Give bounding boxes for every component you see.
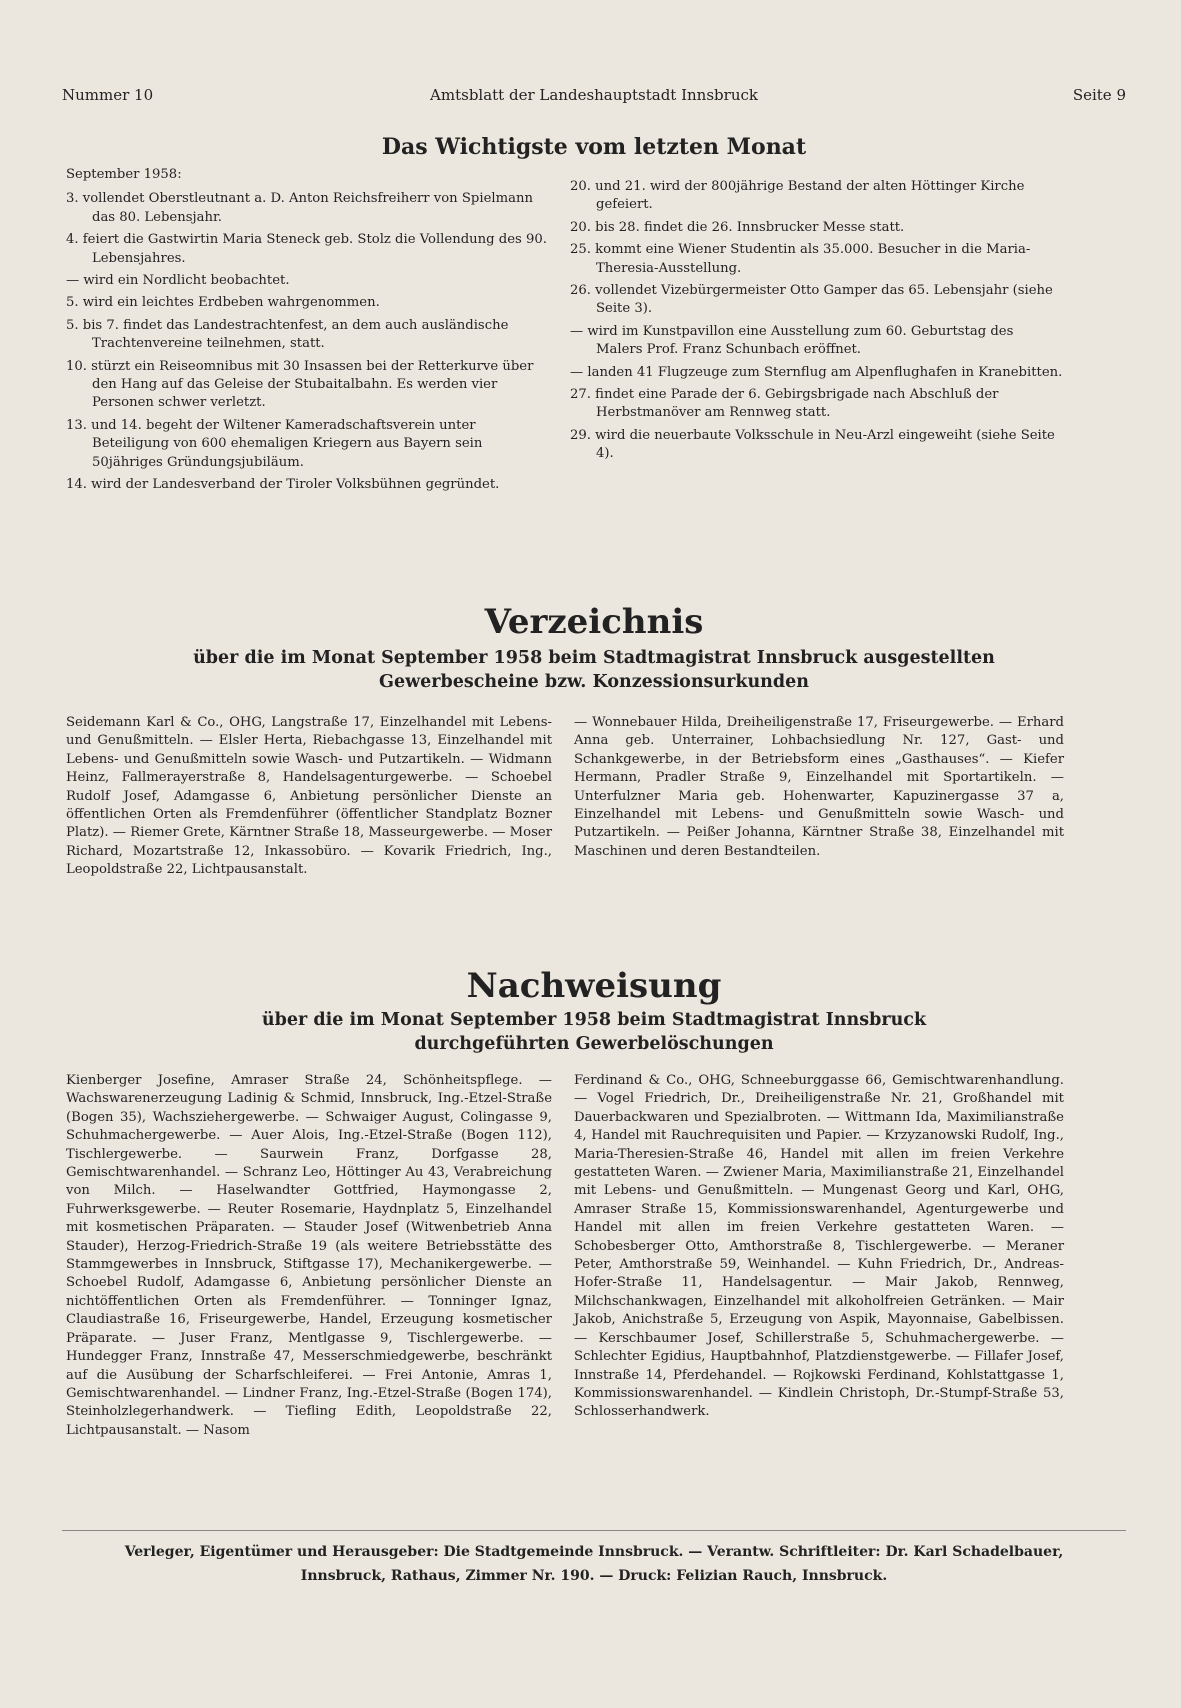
event-item: — wird ein Nordlicht beobachtet. <box>66 273 290 289</box>
nachweisung-left-column <box>66 1072 552 1440</box>
verzeichnis-right-text: — Wonnebauer Hilda, Dreiheiligenstraße 17, Friseurgewerbe. — Erhard Anna geb. Unterrainer, Lohbachsiedlung Nr. 127, Gast- und Schankgewerbe, in der Betriebsform eines „Gasthauses“. — Kiefer Hermann, Pradler Straße 9, Einzelhandel mit Sportartikeln. — Unterfulzner Maria geb. Hohenwarter, Kapuzinergasse 37 a, Einzelhandel mit Lebens- und Genußmitteln sowie Wasch- und Putzartikeln. — Peißer Johanna, Kärntner Straße 38, Einzelhandel mit Maschinen und deren Bestandteilen. <box>574 715 1064 859</box>
event-item: 5. wird ein leichtes Erdbeben wahrgenommen. <box>66 295 380 311</box>
verzeichnis-subtitle-line2: Gewerbescheine bzw. Konzessionsurkunden <box>379 672 809 692</box>
event-item: 13. und 14. begeht der Wiltener Kameradschaftsverein unter Beteiligung von 600 ehemaligen Kriegern aus Bayern sein 50jähriges Gründungsjubiläum. <box>66 417 483 470</box>
imprint-line1: Verleger, Eigentümer und Herausgeber: Die Stadtgemeinde Innsbruck. — Verantw. Schriftleiter: Dr. Karl Schadelbauer, <box>124 1544 1064 1560</box>
event-item: 20. bis 28. findet die 26. Innsbrucker Messe statt. <box>570 219 905 235</box>
nachweisung-subtitle-line2: durchgeführten Gewerbelöschungen <box>414 1034 774 1054</box>
event-item: 5. bis 7. findet das Landestrachtenfest, an dem auch ausländische Trachtenvereine teilnehmen, statt. <box>66 317 509 352</box>
events-left-column <box>66 166 548 499</box>
events-month: September 1958: <box>66 167 182 182</box>
verzeichnis-subtitle-line1: über die im Monat September 1958 beim Stadtmagistrat Innsbruck ausgestellten <box>193 648 995 668</box>
page-number: Seite 9 <box>1072 86 1126 104</box>
event-item: 14. wird der Landesverband der Tiroler Volksbühnen gegründet. <box>66 477 500 493</box>
event-item: 4. feiert die Gastwirtin Maria Steneck geb. Stolz die Vollendung des 90. Lebensjahres. <box>66 232 547 266</box>
event-item: 10. stürzt ein Reiseomnibus mit 30 Insassen bei der Retterkurve über den Hang auf das Geleise der Stubaitalbahn. Es werden vier Personen schwer verletzt. <box>66 358 534 411</box>
event-item: 27. findet eine Parade der 6. Gebirgsbrigade nach Abschluß der Herbstmanöver am Rennweg statt. <box>570 387 999 421</box>
event-item: 29. wird die neuerbaute Volksschule in Neu-Arzl eingeweiht (siehe Seite 4). <box>570 427 1055 462</box>
imprint-line2: Innsbruck, Rathaus, Zimmer Nr. 190. — Druck: Felizian Rauch, Innsbruck. <box>300 1568 888 1584</box>
footer-divider <box>62 1530 1126 1531</box>
nachweisung-subtitle <box>62 1008 1126 1056</box>
verzeichnis-left-column <box>66 714 552 880</box>
event-item: 3. vollendet Oberstleutnant a. D. Anton Reichsfreiherr von Spielmann das 80. Lebensjahr. <box>66 191 533 225</box>
nachweisung-subtitle-line1: über die im Monat September 1958 beim Stadtmagistrat Innsbruck <box>261 1010 927 1030</box>
page-header <box>62 86 1126 110</box>
nachweisung-left-text: Kienberger Josefine, Amraser Straße 24, Schönheitspflege. — Wachswarenerzeugung Ladinig & Schmid, Innsbruck, Ing.-Etzel-Straße (Bogen 35), Wachsziehergewerbe. — Schwaiger August, Colingasse 9, Schuhmachergewerbe. — Auer Alois, Ing.-Etzel-Straße (Bogen 112), Tischlergewerbe. — Saurwein Franz, Dorfgasse 28, Gemischtwarenhandel. — Schranz Leo, Höttinger Au 43, Verabreichung von Milch. — Haselwandter Gottfried, Haymongasse 2, Fuhrwerksgewerbe. — Reuter Rosemarie, Haydnplatz 5, Einzelhandel mit kosmetischen Präparaten. — Stauder Josef (Witwenbetrieb Anna Stauder), Herzog-Friedrich-Straße 19 (als weitere Betriebsstätte des Stammgewerbes in Innsbruck, Stiftgasse 17), Mechanikergewerbe. — Schoebel Rudolf, Adamgasse 6, Anbietung persönlicher Dienste an nichtöffentlichen Orten als Fremdenführer. — Tonninger Ignaz, Claudiastraße 16, Friseurgewerbe, Handel, Erzeugung kosmetischer Präparate. — Juser Franz, Mentlgasse 9, Tischlergewerbe. — Hundegger Franz, Innstraße 47, Messerschmiedgewerbe, beschränkt auf die Ausübung der Scharfschleiferei. — Frei Antonie, Amras 1, Gemischtwarenhandel. — Lindner Franz, Ing.-Etzel-Straße (Bogen 174), Steinholzlegerhandwerk. — Tiefling Edith, Leopoldstraße 22, Lichtpausanstalt. — Nasom <box>66 1073 552 1438</box>
event-item: 26. vollendet Vizebürgermeister Otto Gamper das 65. Lebensjahr (siehe Seite 3). <box>570 283 1053 317</box>
issue-number: Nummer 10 <box>62 86 154 104</box>
nachweisung-title: Nachweisung <box>466 966 722 1006</box>
verzeichnis-subtitle <box>62 646 1126 694</box>
publication-title: Amtsblatt der Landeshauptstadt Innsbruck <box>430 86 758 104</box>
events-title: Das Wichtigste vom letzten Monat <box>381 134 807 160</box>
events-right-column <box>570 178 1064 468</box>
verzeichnis-right-column <box>574 714 1064 861</box>
verzeichnis-title: Verzeichnis <box>484 602 704 642</box>
verzeichnis-left-text: Seidemann Karl & Co., OHG, Langstraße 17, Einzelhandel mit Lebens- und Genußmitteln. — Elsler Herta, Riebachgasse 13, Einzelhandel mit Lebens- und Genußmitteln sowie Wasch- und Putzartikeln. — Widmann Heinz, Fallmerayerstraße 8, Handelsagenturgewerbe. — Schoebel Rudolf Josef, Adamgasse 6, Anbietung persönlicher Dienste an öffentlichen Orten als Fremdenführer (öffentlicher Standplatz Bozner Platz). — Riemer Grete, Kärntner Straße 18, Masseurgewerbe. — Moser Richard, Mozartstraße 12, Inkassobüro. — Kovarik Friedrich, Ing., Leopoldstraße 22, Lichtpausanstalt. <box>66 715 552 878</box>
nachweisung-right-column <box>574 1072 1064 1422</box>
nachweisung-right-text: Ferdinand & Co., OHG, Schneeburggasse 66, Gemischtwarenhandlung. — Vogel Friedrich, Dr., Dreiheiligenstraße Nr. 21, Großhandel mit Dauerbackwaren und Spezialbroten. — Wittmann Ida, Maximilianstraße 4, Handel mit Rauchrequisiten und Papier. — Krzyzanowski Rudolf, Ing., Maria-Theresien-Straße 46, Handel mit allen im freien Verkehre gestatteten Waren. — Zwiener Maria, Maximilianstraße 21, Einzelhandel mit Lebens- und Genußmitteln. — Mungenast Georg und Karl, OHG, Amraser Straße 15, Kommissionswarenhandel, Agenturgewerbe und Handel mit allen im freien Verkehre gestatteten Waren. — Schobesberger Otto, Amthorstraße 8, Tischlergewerbe. — Meraner Peter, Amthorstraße 59, Weinhandel. — Kuhn Friedrich, Dr., Andreas-Hofer-Straße 11, Handelsagentur. — Mair Jakob, Rennweg, Milchschankwagen, Einzelhandel mit alkoholfreien Getränken. — Mair Jakob, Anichstraße 5, Erzeugung von Aspik, Mayonnaise, Gabelbissen. — Kerschbaumer Josef, Schillerstraße 5, Schuhmachergewerbe. — Schlechter Egidius, Hauptbahnhof, Platzdienstgewerbe. — Fillafer Josef, Innstraße 14, Pferdehandel. — Rojkowski Ferdinand, Kohlstattgasse 1, Kommissionswarenhandel. — Kindlein Christoph, Dr.-Stumpf-Straße 53, Schlosserhandwerk. <box>574 1073 1064 1420</box>
event-item: — landen 41 Flugzeuge zum Sternflug am Alpenflughafen in Kranebitten. <box>570 364 1063 380</box>
event-item: 20. und 21. wird der 800jährige Bestand der alten Höttinger Kirche gefeiert. <box>570 179 1025 213</box>
imprint-footer <box>62 1540 1126 1588</box>
event-item: 25. kommt eine Wiener Studentin als 35.000. Besucher in die Maria-Theresia-Ausstellung. <box>570 242 1031 276</box>
event-item: — wird im Kunstpavillon eine Ausstellung zum 60. Geburtstag des Malers Prof. Franz Schunbach eröffnet. <box>570 323 1014 358</box>
